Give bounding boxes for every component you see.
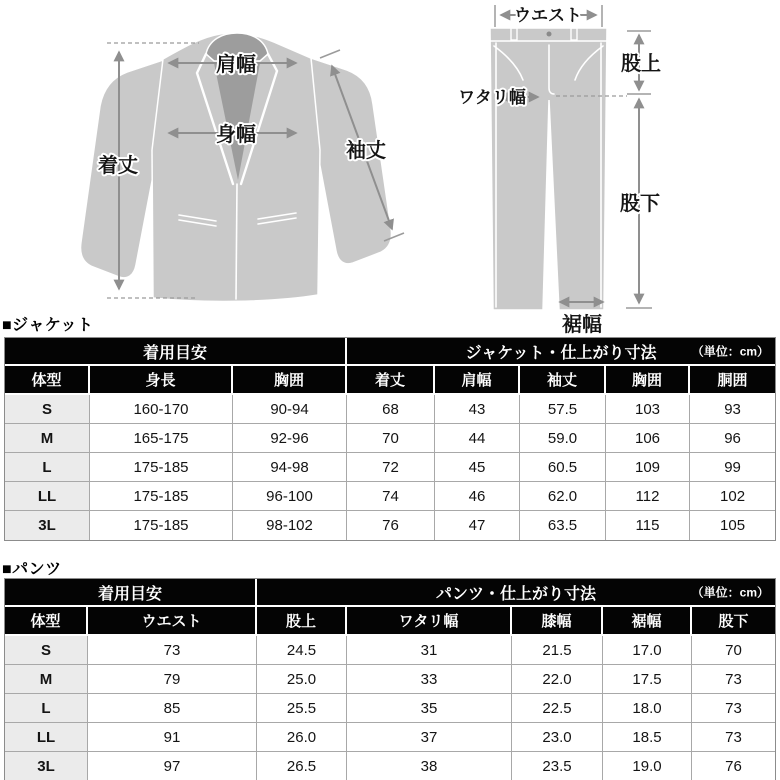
size-value-cell: 73 — [692, 665, 775, 694]
size-value-cell: 99 — [690, 453, 775, 482]
size-value-cell: 47 — [435, 511, 520, 540]
column-header: 胴囲 — [690, 366, 775, 395]
jacket-bodywidth-label: 身幅 — [216, 124, 256, 146]
size-value-cell: 25.0 — [257, 665, 347, 694]
jacket-length-label: 着丈 — [98, 155, 138, 177]
size-value-cell: 63.5 — [520, 511, 606, 540]
size-value-cell: 73 — [692, 694, 775, 723]
measurement-diagrams — [0, 0, 780, 335]
size-value-cell: 97 — [88, 752, 257, 780]
size-value-cell: 17.0 — [603, 636, 692, 665]
column-header: 着丈 — [347, 366, 435, 395]
pants-size-table — [5, 579, 775, 780]
thigh-label: ワタリ幅 — [458, 88, 526, 107]
finished-size-label: ジャケット・仕上がり寸法 — [465, 344, 657, 362]
waist-label: ウエスト — [514, 6, 582, 25]
size-value-cell: 103 — [606, 395, 690, 424]
size-type-cell: L — [5, 453, 90, 482]
table-row — [5, 482, 775, 511]
size-value-cell: 35 — [347, 694, 512, 723]
column-header: 裾幅 — [603, 607, 692, 636]
size-value-cell: 38 — [347, 752, 512, 780]
size-type-cell: 3L — [5, 511, 90, 540]
jacket-shoulder-label: 肩幅 — [216, 54, 256, 76]
size-value-cell: 96 — [690, 424, 775, 453]
column-header: 胸囲 — [606, 366, 690, 395]
wear-guide-group-header: 着用目安 — [5, 579, 257, 607]
unit-note: （単位：cm） — [691, 344, 770, 359]
size-value-cell: 18.0 — [603, 694, 692, 723]
size-value-cell: 37 — [347, 723, 512, 752]
size-type-cell: L — [5, 694, 88, 723]
size-value-cell: 106 — [606, 424, 690, 453]
size-value-cell: 79 — [88, 665, 257, 694]
jacket-center-line — [236, 184, 237, 299]
jacket-illustration — [81, 33, 405, 301]
size-value-cell: 22.5 — [512, 694, 603, 723]
size-value-cell: 46 — [435, 482, 520, 511]
size-type-cell: M — [5, 424, 90, 453]
size-type-cell: S — [5, 395, 90, 424]
table-row — [5, 453, 775, 482]
column-header: 胸囲 — [233, 366, 347, 395]
size-value-cell: 62.0 — [520, 482, 606, 511]
jacket-sleeve-label: 袖丈 — [346, 140, 386, 162]
size-value-cell: 85 — [88, 694, 257, 723]
table-row — [5, 636, 775, 665]
size-value-cell: 17.5 — [603, 665, 692, 694]
size-value-cell: 21.5 — [512, 636, 603, 665]
size-type-cell: S — [5, 636, 88, 665]
size-value-cell: 70 — [347, 424, 435, 453]
size-value-cell: 93 — [690, 395, 775, 424]
table-row — [5, 424, 775, 453]
size-type-cell: LL — [5, 723, 88, 752]
unit-note: （単位：cm） — [691, 585, 770, 600]
size-value-cell: 24.5 — [257, 636, 347, 665]
column-header: 身長 — [90, 366, 233, 395]
pants-section-title: ■パンツ — [2, 561, 62, 578]
size-value-cell: 76 — [692, 752, 775, 780]
jacket-size-table — [5, 338, 775, 540]
size-value-cell: 90-94 — [233, 395, 347, 424]
size-value-cell: 74 — [347, 482, 435, 511]
size-value-cell: 102 — [690, 482, 775, 511]
table-row — [5, 752, 775, 780]
size-value-cell: 23.0 — [512, 723, 603, 752]
size-value-cell: 44 — [435, 424, 520, 453]
size-value-cell: 73 — [88, 636, 257, 665]
column-header: 袖丈 — [520, 366, 606, 395]
size-value-cell: 73 — [692, 723, 775, 752]
finished-size-label: パンツ・仕上がり寸法 — [436, 585, 597, 603]
size-value-cell: 165-175 — [90, 424, 233, 453]
size-value-cell: 26.5 — [257, 752, 347, 780]
size-value-cell: 33 — [347, 665, 512, 694]
size-value-cell: 22.0 — [512, 665, 603, 694]
size-value-cell: 72 — [347, 453, 435, 482]
jacket-table-container — [4, 337, 776, 541]
hem-label: 裾幅 — [562, 314, 602, 335]
size-value-cell: 105 — [690, 511, 775, 540]
size-value-cell: 70 — [692, 636, 775, 665]
size-value-cell: 94-98 — [233, 453, 347, 482]
size-value-cell: 175-185 — [90, 511, 233, 540]
size-value-cell: 68 — [347, 395, 435, 424]
size-value-cell: 92-96 — [233, 424, 347, 453]
column-header: ワタリ幅 — [347, 607, 512, 636]
table-row — [5, 511, 775, 540]
size-type-cell: 3L — [5, 752, 88, 780]
size-type-cell: LL — [5, 482, 90, 511]
finished-size-group-header — [257, 579, 775, 607]
wear-guide-group-header: 着用目安 — [5, 338, 347, 366]
size-value-cell: 98-102 — [233, 511, 347, 540]
column-header: 股上 — [257, 607, 347, 636]
size-value-cell: 23.5 — [512, 752, 603, 780]
size-value-cell: 96-100 — [233, 482, 347, 511]
table-row — [5, 395, 775, 424]
table-row — [5, 723, 775, 752]
table-row — [5, 694, 775, 723]
size-value-cell: 112 — [606, 482, 690, 511]
size-value-cell: 45 — [435, 453, 520, 482]
column-header: 膝幅 — [512, 607, 603, 636]
size-value-cell: 57.5 — [520, 395, 606, 424]
size-value-cell: 109 — [606, 453, 690, 482]
table-row — [5, 665, 775, 694]
size-value-cell: 115 — [606, 511, 690, 540]
pants-button — [547, 32, 552, 37]
size-value-cell: 18.5 — [603, 723, 692, 752]
column-header: 股下 — [692, 607, 775, 636]
column-header: ウエスト — [88, 607, 257, 636]
size-value-cell: 175-185 — [90, 453, 233, 482]
size-value-cell: 19.0 — [603, 752, 692, 780]
rise-label: 股上 — [621, 53, 661, 75]
pants-illustration — [458, 5, 661, 335]
column-header: 肩幅 — [435, 366, 520, 395]
column-header: 体型 — [5, 366, 90, 395]
size-value-cell: 160-170 — [90, 395, 233, 424]
jacket-sleeve-tick-top — [320, 50, 340, 58]
size-value-cell: 59.0 — [520, 424, 606, 453]
size-value-cell: 91 — [88, 723, 257, 752]
column-header: 体型 — [5, 607, 88, 636]
size-value-cell: 25.5 — [257, 694, 347, 723]
size-value-cell: 76 — [347, 511, 435, 540]
inseam-label: 股下 — [620, 193, 660, 215]
jacket-section-title: ■ジャケット — [2, 317, 94, 334]
size-type-cell: M — [5, 665, 88, 694]
size-value-cell: 175-185 — [90, 482, 233, 511]
size-value-cell: 26.0 — [257, 723, 347, 752]
pants-table-container — [4, 578, 776, 780]
size-value-cell: 31 — [347, 636, 512, 665]
size-value-cell: 60.5 — [520, 453, 606, 482]
finished-size-group-header — [347, 338, 775, 366]
size-value-cell: 43 — [435, 395, 520, 424]
